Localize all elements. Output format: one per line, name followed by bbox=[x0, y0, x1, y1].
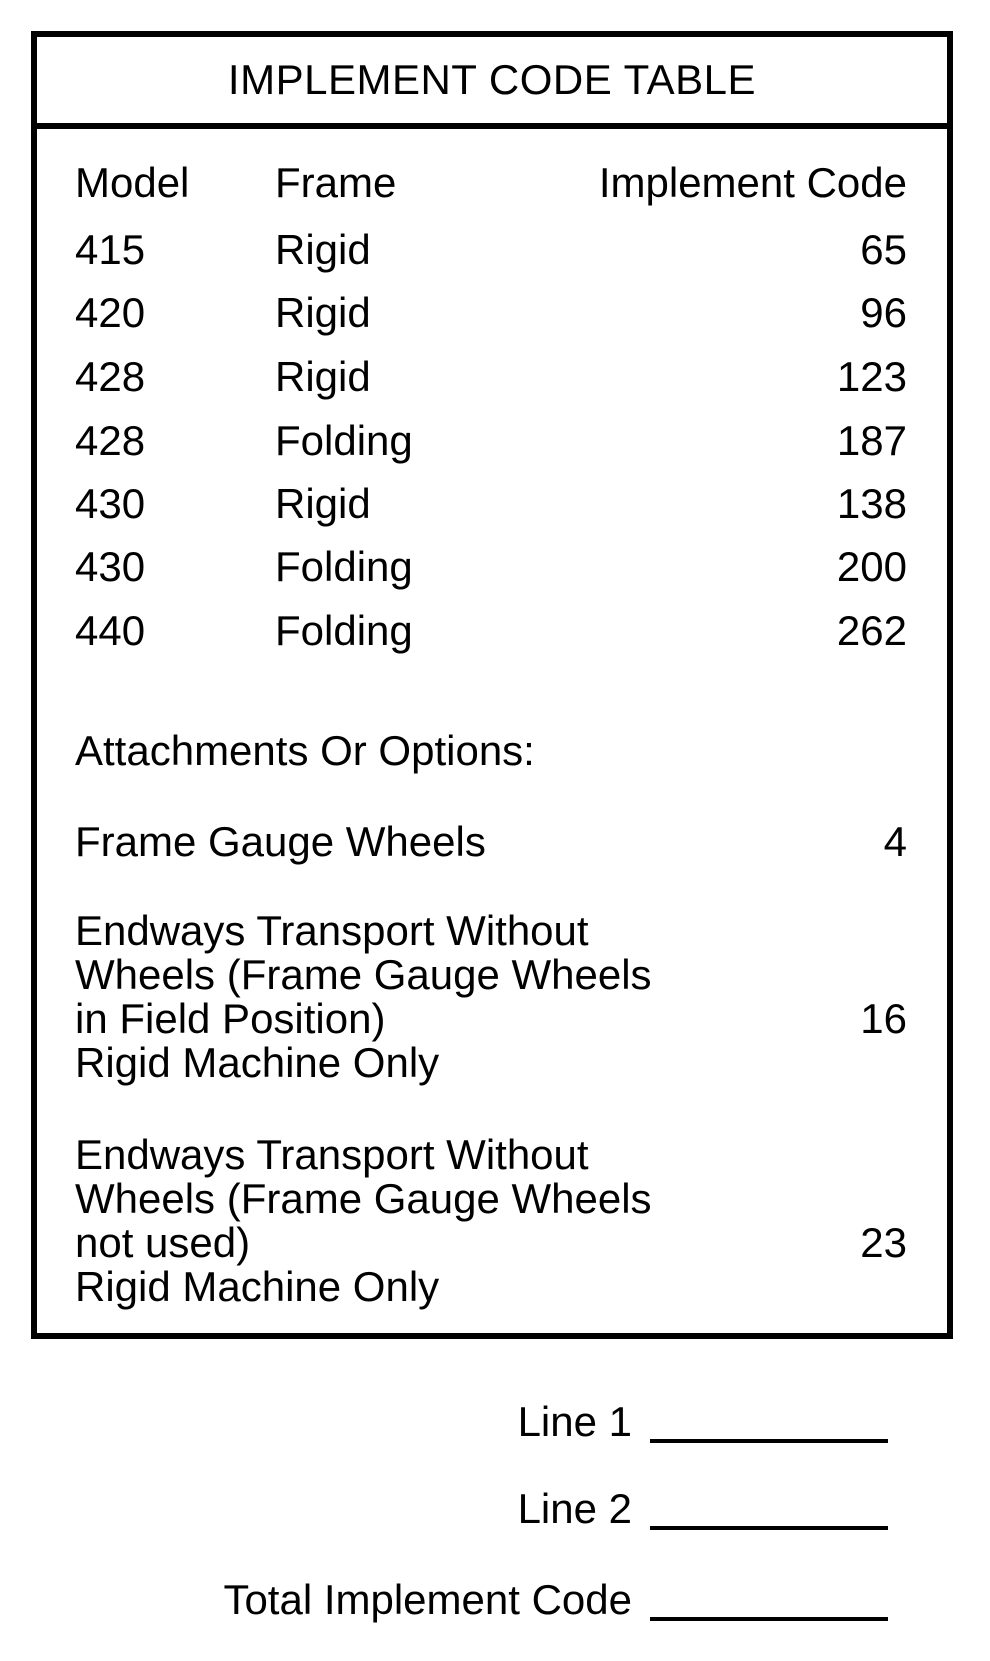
option-line: Wheels (Frame Gauge Wheels bbox=[75, 1175, 652, 1222]
code-cell: 65 bbox=[860, 226, 907, 273]
implement-code-table-box bbox=[31, 31, 953, 1339]
line2-input[interactable] bbox=[650, 1488, 888, 1530]
line1-input[interactable] bbox=[650, 1401, 888, 1443]
model-cell: 440 bbox=[75, 607, 146, 654]
table-row bbox=[75, 226, 907, 273]
table-row bbox=[75, 480, 907, 527]
table-row bbox=[75, 289, 907, 336]
option-line: Wheels (Frame Gauge Wheels bbox=[75, 951, 652, 998]
option-line: Rigid Machine Only bbox=[75, 1039, 440, 1086]
code-cell: 123 bbox=[836, 353, 907, 400]
model-cell: 430 bbox=[75, 480, 146, 527]
frame-cell: Folding bbox=[275, 607, 413, 654]
model-cell: 420 bbox=[75, 289, 146, 336]
table-row bbox=[75, 607, 907, 654]
column-header-frame: Frame bbox=[275, 159, 397, 206]
option-line: in Field Position) bbox=[75, 995, 386, 1042]
column-header-implement-code: Implement Code bbox=[598, 159, 907, 206]
frame-cell: Rigid bbox=[275, 353, 371, 400]
total-implement-code-row bbox=[223, 1576, 888, 1623]
option-endways-transport-not-used bbox=[75, 1133, 907, 1309]
total-implement-code-label: Total Implement Code bbox=[223, 1576, 632, 1623]
option-line: Rigid Machine Only bbox=[75, 1263, 440, 1310]
column-header-model: Model bbox=[75, 159, 190, 206]
option-frame-gauge-wheels bbox=[75, 818, 907, 865]
table-header-row bbox=[75, 159, 907, 206]
option-line: Endways Transport Without bbox=[75, 1131, 589, 1178]
line2-label: Line 2 bbox=[517, 1485, 632, 1532]
code-cell: 96 bbox=[860, 289, 907, 336]
table-title: IMPLEMENT CODE TABLE bbox=[227, 56, 757, 103]
model-cell: 428 bbox=[75, 417, 146, 464]
model-cell: 415 bbox=[75, 226, 146, 273]
model-cell: 428 bbox=[75, 353, 146, 400]
option-line: not used) bbox=[75, 1219, 251, 1266]
option-code: 4 bbox=[883, 818, 907, 865]
frame-cell: Folding bbox=[275, 543, 413, 590]
frame-cell: Folding bbox=[275, 417, 413, 464]
table-row bbox=[75, 353, 907, 400]
model-cell: 430 bbox=[75, 543, 146, 590]
attachments-heading: Attachments Or Options: bbox=[75, 727, 535, 774]
line1-label: Line 1 bbox=[517, 1398, 632, 1445]
option-endways-transport-field-position bbox=[75, 909, 907, 1085]
frame-cell: Rigid bbox=[275, 289, 371, 336]
frame-cell: Rigid bbox=[275, 480, 371, 527]
option-code: 16 bbox=[860, 995, 907, 1042]
line2-row bbox=[517, 1485, 888, 1532]
code-cell: 200 bbox=[836, 543, 907, 590]
table-title-bar bbox=[37, 37, 947, 129]
option-label: Frame Gauge Wheels bbox=[75, 818, 486, 865]
total-implement-code-input[interactable] bbox=[650, 1579, 888, 1621]
table-row bbox=[75, 417, 907, 464]
table-row bbox=[75, 543, 907, 590]
frame-cell: Rigid bbox=[275, 226, 371, 273]
code-cell: 262 bbox=[836, 607, 907, 654]
code-cell: 187 bbox=[836, 417, 907, 464]
option-line: Endways Transport Without bbox=[75, 907, 589, 954]
code-cell: 138 bbox=[836, 480, 907, 527]
option-code: 23 bbox=[860, 1219, 907, 1266]
line1-row bbox=[517, 1398, 888, 1445]
